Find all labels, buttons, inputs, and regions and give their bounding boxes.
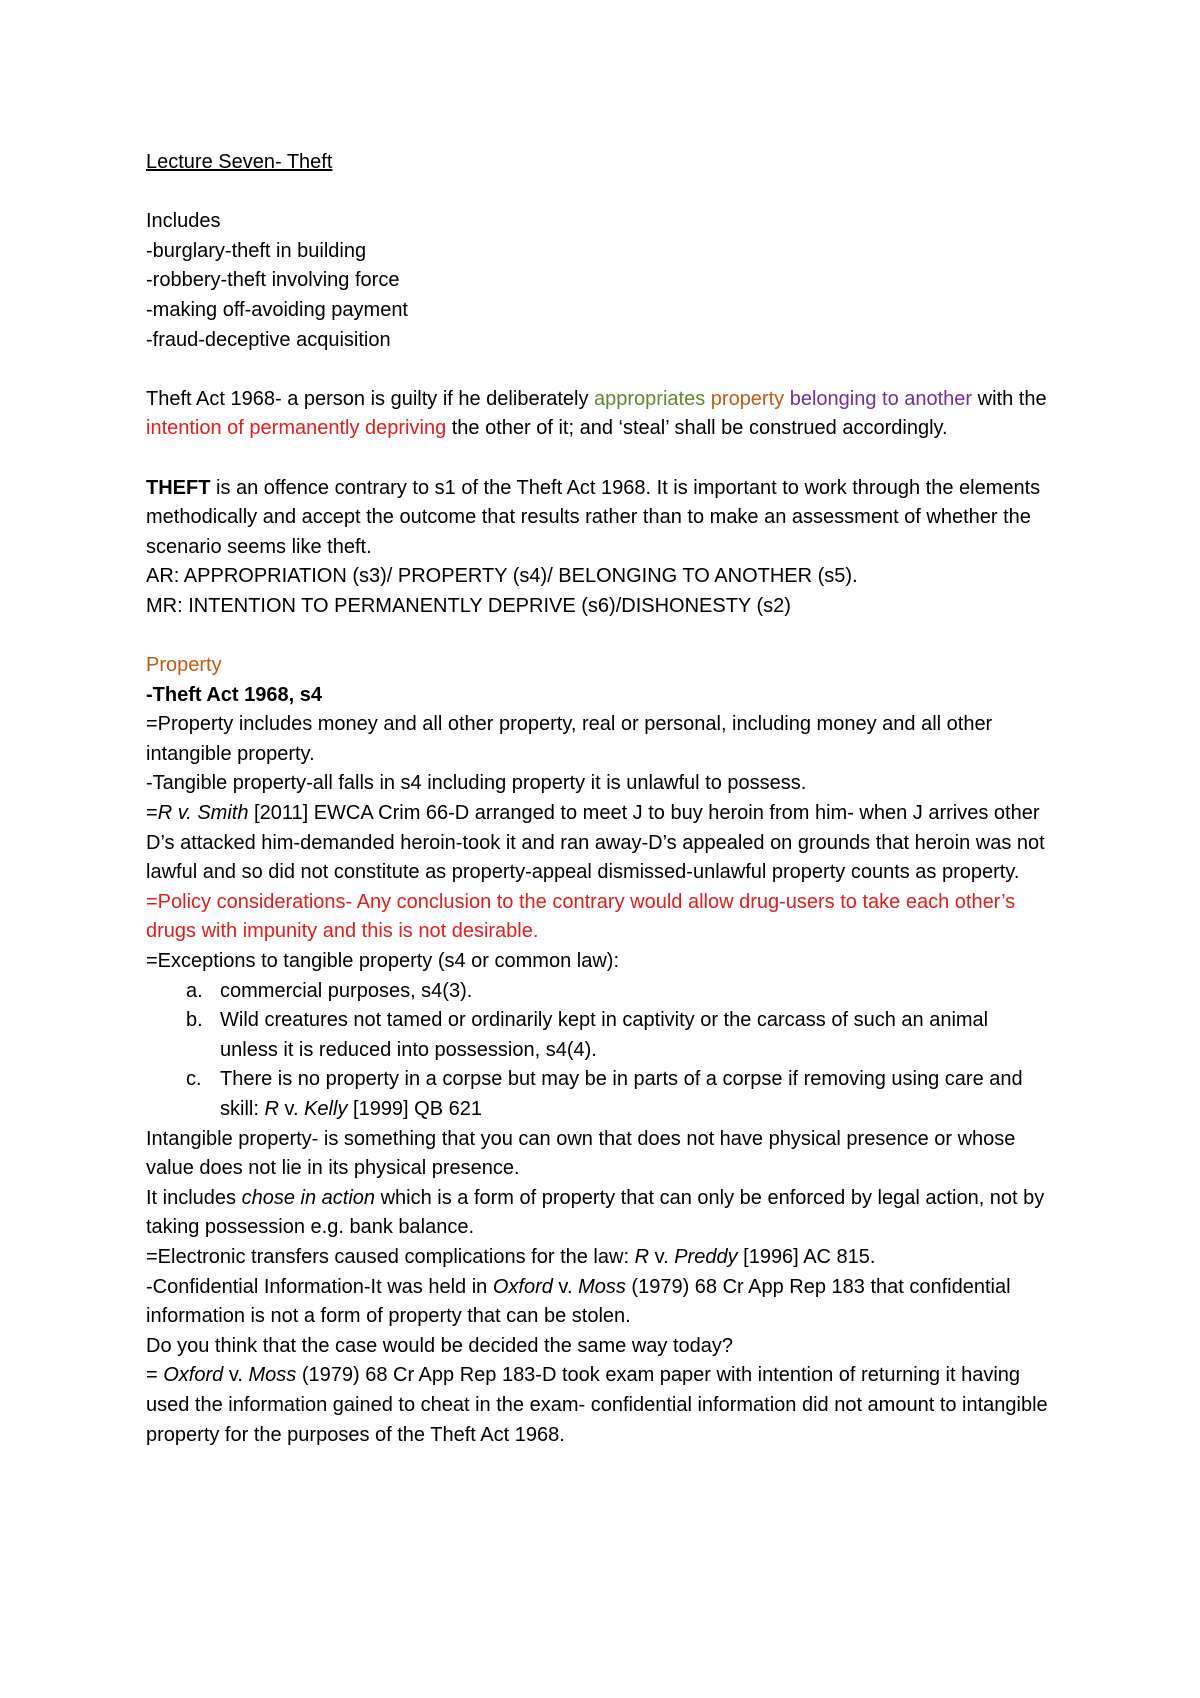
exceptions-list <box>146 977 1050 1125</box>
spacer <box>146 178 1050 208</box>
confidential-information: -Confidential Information-It was held in Oxford v. Moss (1979) 68 Cr App Rep 183 that confidential information is not a form of property that can be stolen. <box>146 1275 1011 1328</box>
property-includes: =Property includes money and all other property, real or personal, including money and all other intangible property. <box>146 713 993 765</box>
chose-in-action: It includes chose in action which is a form of property that can only be enforced by legal action, not by taking possession e.g. bank balance. <box>146 1186 1045 1239</box>
theft-paragraph: THEFT is an offence contrary to s1 of the Theft Act 1968. It is important to work through the elements methodically and accept the outcome that results rather than to make an assessment of whether the scenario seems like theft. <box>146 476 1041 558</box>
includes-item: -making off-avoiding payment <box>146 298 408 321</box>
spacer <box>146 622 1050 652</box>
includes-section <box>146 207 1050 355</box>
includes-item: -burglary-theft in building <box>146 239 367 262</box>
section-heading-property: Property <box>146 654 222 677</box>
definition-paragraph: Theft Act 1968- a person is guilty if he deliberately appropriates property belonging to another with the intention of permanently depriving the other of it; and ‘steal’ shall be construed accordingly. <box>146 387 1047 440</box>
intangible-property: Intangible property- is something that you can own that does not have physical presence or whose value does not lie in its physical presence. <box>146 1127 1016 1180</box>
list-item: a. commercial purposes, s4(3). <box>186 979 473 1002</box>
spacer <box>146 444 1050 474</box>
theft-act-s4: -Theft Act 1968, s4 <box>146 683 322 706</box>
term-belonging: belonging to another <box>789 387 973 410</box>
exceptions-heading: =Exceptions to tangible property (s4 or common law): <box>146 950 619 973</box>
tangible-property: -Tangible property-all falls in s4 including property it is unlawful to possess. <box>146 772 807 795</box>
case-oxford-moss: = Oxford v. Moss (1979) 68 Cr App Rep 183-D took exam paper with intention of returning it having used the information gained to cheat in the exam- confidential information did not amount to intangible property for the purposes of the Theft Act 1968. <box>146 1364 1048 1446</box>
list-item: b. Wild creatures not tamed or ordinarily kept in captivity or the carcass of such an animal unless it is reduced into possession, s4(4). <box>186 1009 989 1061</box>
term-intention: intention of permanently depriving <box>146 417 447 440</box>
case-smith: =R v. Smith [2011] EWCA Crim 66-D arranged to meet J to buy heroin from him- when J arrives other D’s attacked him-demanded heroin-took it and ran away-D’s appealed on grounds that heroin was not lawful and so did not constitute as property-appeal dismissed-unlawful property counts as property. <box>146 802 1045 884</box>
property-section <box>146 651 1050 1450</box>
term-property: property <box>710 387 785 410</box>
includes-heading: Includes <box>146 210 221 233</box>
term-appropriates: appropriates <box>594 387 706 410</box>
list-item: c. There is no property in a corpse but may be in parts of a corpse if removing using care and skill: R v. Kelly [1999] QB 621 <box>186 1068 1023 1120</box>
discussion-question: Do you think that the case would be decided the same way today? <box>146 1334 734 1357</box>
includes-item: -fraud-deceptive acquisition <box>146 328 391 351</box>
spacer <box>146 355 1050 385</box>
electronic-transfers: =Electronic transfers caused complications for the law: R v. Preddy [1996] AC 815. <box>146 1245 876 1268</box>
mens-rea-line: MR: INTENTION TO PERMANENTLY DEPRIVE (s6)/DISHONESTY (s2) <box>146 594 791 617</box>
policy-considerations: =Policy considerations- Any conclusion to the contrary would allow drug-users to take each other’s drugs with impunity and this is not desirable. <box>146 890 1016 943</box>
actus-reus-line: AR: APPROPRIATION (s3)/ PROPERTY (s4)/ BELONGING TO ANOTHER (s5). <box>146 565 858 588</box>
document-title: Lecture Seven- Theft <box>146 151 333 173</box>
includes-item: -robbery-theft involving force <box>146 269 400 292</box>
